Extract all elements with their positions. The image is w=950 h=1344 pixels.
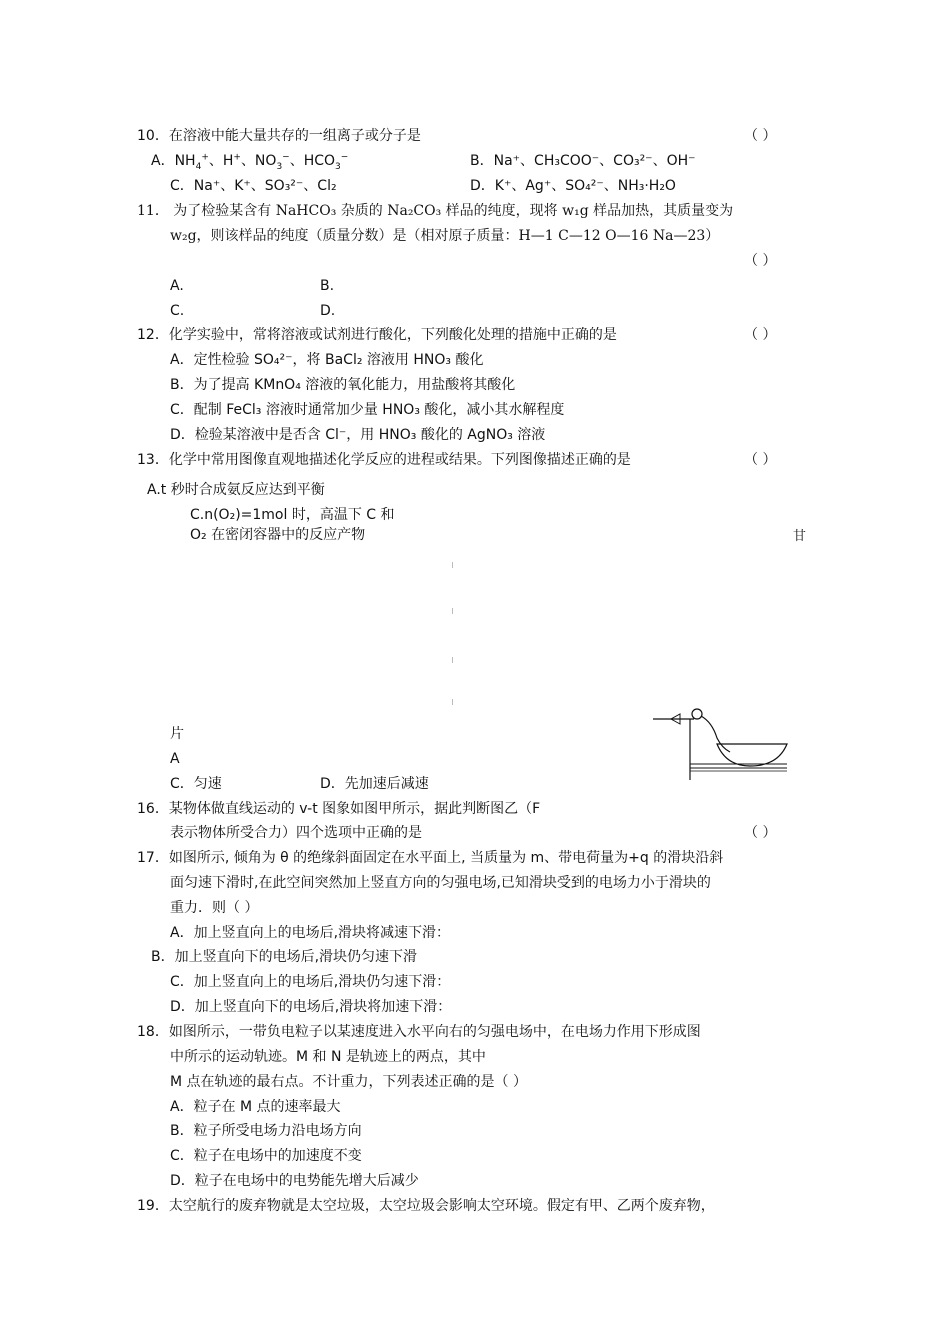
q11-option-c: C. [170,303,185,319]
figure-artifact-mark [452,608,453,614]
q13-option-c-line-1: C.n(O₂)=1mol 时，高温下 C 和 [190,507,395,523]
q13-answer-paren: （ ） [744,452,777,468]
q11-option-d: D. [320,303,336,319]
q11-answer-paren: （ ） [744,253,777,269]
q18-option-c: C．粒子在电场中的加速度不变 [170,1148,362,1164]
q11-line-1: 11． 为了检验某含有 NaHCO₃ 杂质的 Na₂CO₃ 样品的纯度，现将 w₁g 样品加热，其质量变为 [137,203,734,219]
q17-option-a: A．加上竖直向上的电场后,滑块将减速下滑： [170,925,451,941]
q18-line-2: 中所示的运动轨迹。M 和 N 是轨迹上的两点，其中 [170,1049,486,1065]
q18-line-1: 18．如图所示，一带负电粒子以某速度进入水平向右的匀强电场中，在电场力作用下形成图 [137,1024,701,1040]
q17-option-b: B．加上竖直向下的电场后,滑块仍匀速下滑 [151,949,418,965]
q17-option-d: D．加上竖直向下的电场后,滑块将加速下滑： [170,999,452,1015]
q17-line-1: 17．如图所示, 倾角为 θ 的绝缘斜面固定在水平面上, 当质量为 m、带电荷量为+q 的滑块沿斜 [137,850,724,866]
pulley-bowl-figure [650,700,790,785]
q10-answer-paren: （ ） [744,128,777,144]
stray-glyph: 甘 [793,529,807,544]
q16-line-1: 16．某物体做直线运动的 v-t 图象如图甲所示，据此判断图乙（F [137,801,541,817]
q19-line-1: 19．太空航行的废弃物就是太空垃圾，太空垃圾会影响太空环境。假定有甲、乙两个废弃物， [137,1198,715,1214]
q17-line-2: 面匀速下滑时,在此空间突然加上竖直方向的匀强电场,已知滑块受到的电场力小于滑块的 [170,875,711,891]
q11-option-a: A. [170,278,184,294]
q13-option-c-line-2: O₂ 在密闭容器中的反应产物 [190,527,366,543]
q15-option-d: D．先加速后减速 [320,776,429,792]
q18-line-3: M 点在轨迹的最右点。不计重力，下列表述正确的是（ ） [170,1074,527,1090]
q16-answer-paren: （ ） [744,825,777,841]
q10-option-c: C．Na⁺、K⁺、SO₃²⁻、Cl₂ [170,178,337,194]
q11-option-b: B. [320,278,335,294]
q12-option-a: A．定性检验 SO₄²⁻，将 BaCl₂ 溶液用 HNO₃ 酸化 [170,352,484,368]
q12-option-b: B．为了提高 KMnO₄ 溶液的氧化能力，用盐酸将其酸化 [170,377,516,393]
q18-option-b: B．粒子所受电场力沿电场方向 [170,1123,362,1139]
figure-artifact-mark [452,699,453,705]
q12-stem: 12．化学实验中，常将溶液或试剂进行酸化，下列酸化处理的措施中正确的是 [137,327,617,343]
q10-option-a: A．$NH_4^+$、H+、$NO_3^-$、$HCO_3^-$ [151,152,349,172]
figure-artifact-mark [452,562,453,568]
q13-option-a: A.t 秒时合成氨反应达到平衡 [147,482,325,498]
q12-option-d: D．检验某溶液中是否含 Cl⁻，用 HNO₃ 酸化的 AgNO₃ 溶液 [170,427,546,443]
q10-stem: 10．在溶液中能大量共存的一组离子或分子是 [137,128,421,144]
q10-option-b: B．Na⁺、CH₃COO⁻、CO₃²⁻、OH⁻ [470,153,696,169]
q12-option-c: C．配制 FeCl₃ 溶液时通常加少量 HNO₃ 酸化，减小其水解程度 [170,402,565,418]
q18-option-d: D．粒子在电场中的电势能先增大后减少 [170,1173,419,1189]
q15-fragment-2: A [170,751,180,767]
q10-option-d: D．K⁺、Ag⁺、SO₄²⁻、NH₃·H₂O [470,178,676,194]
q15-fragment-1: 片 [170,726,184,742]
q13-stem: 13．化学中常用图像直观地描述化学反应的进程或结果。下列图像描述正确的是 [137,452,631,468]
figure-artifact-mark [452,657,453,663]
q16-line-2: 表示物体所受合力）四个选项中正确的是 [170,825,422,841]
q17-line-3: 重力．则（ ） [170,900,259,916]
q18-option-a: A．粒子在 M 点的速率最大 [170,1099,341,1115]
q15-option-c: C．匀速 [170,776,222,792]
q11-line-2: w₂g，则该样品的纯度（质量分数）是（相对原子质量：H—1 C—12 O—16 Na—23） [170,228,720,244]
q17-option-c: C．加上竖直向上的电场后,滑块仍匀速下滑： [170,974,451,990]
q12-answer-paren: （ ） [744,327,777,343]
